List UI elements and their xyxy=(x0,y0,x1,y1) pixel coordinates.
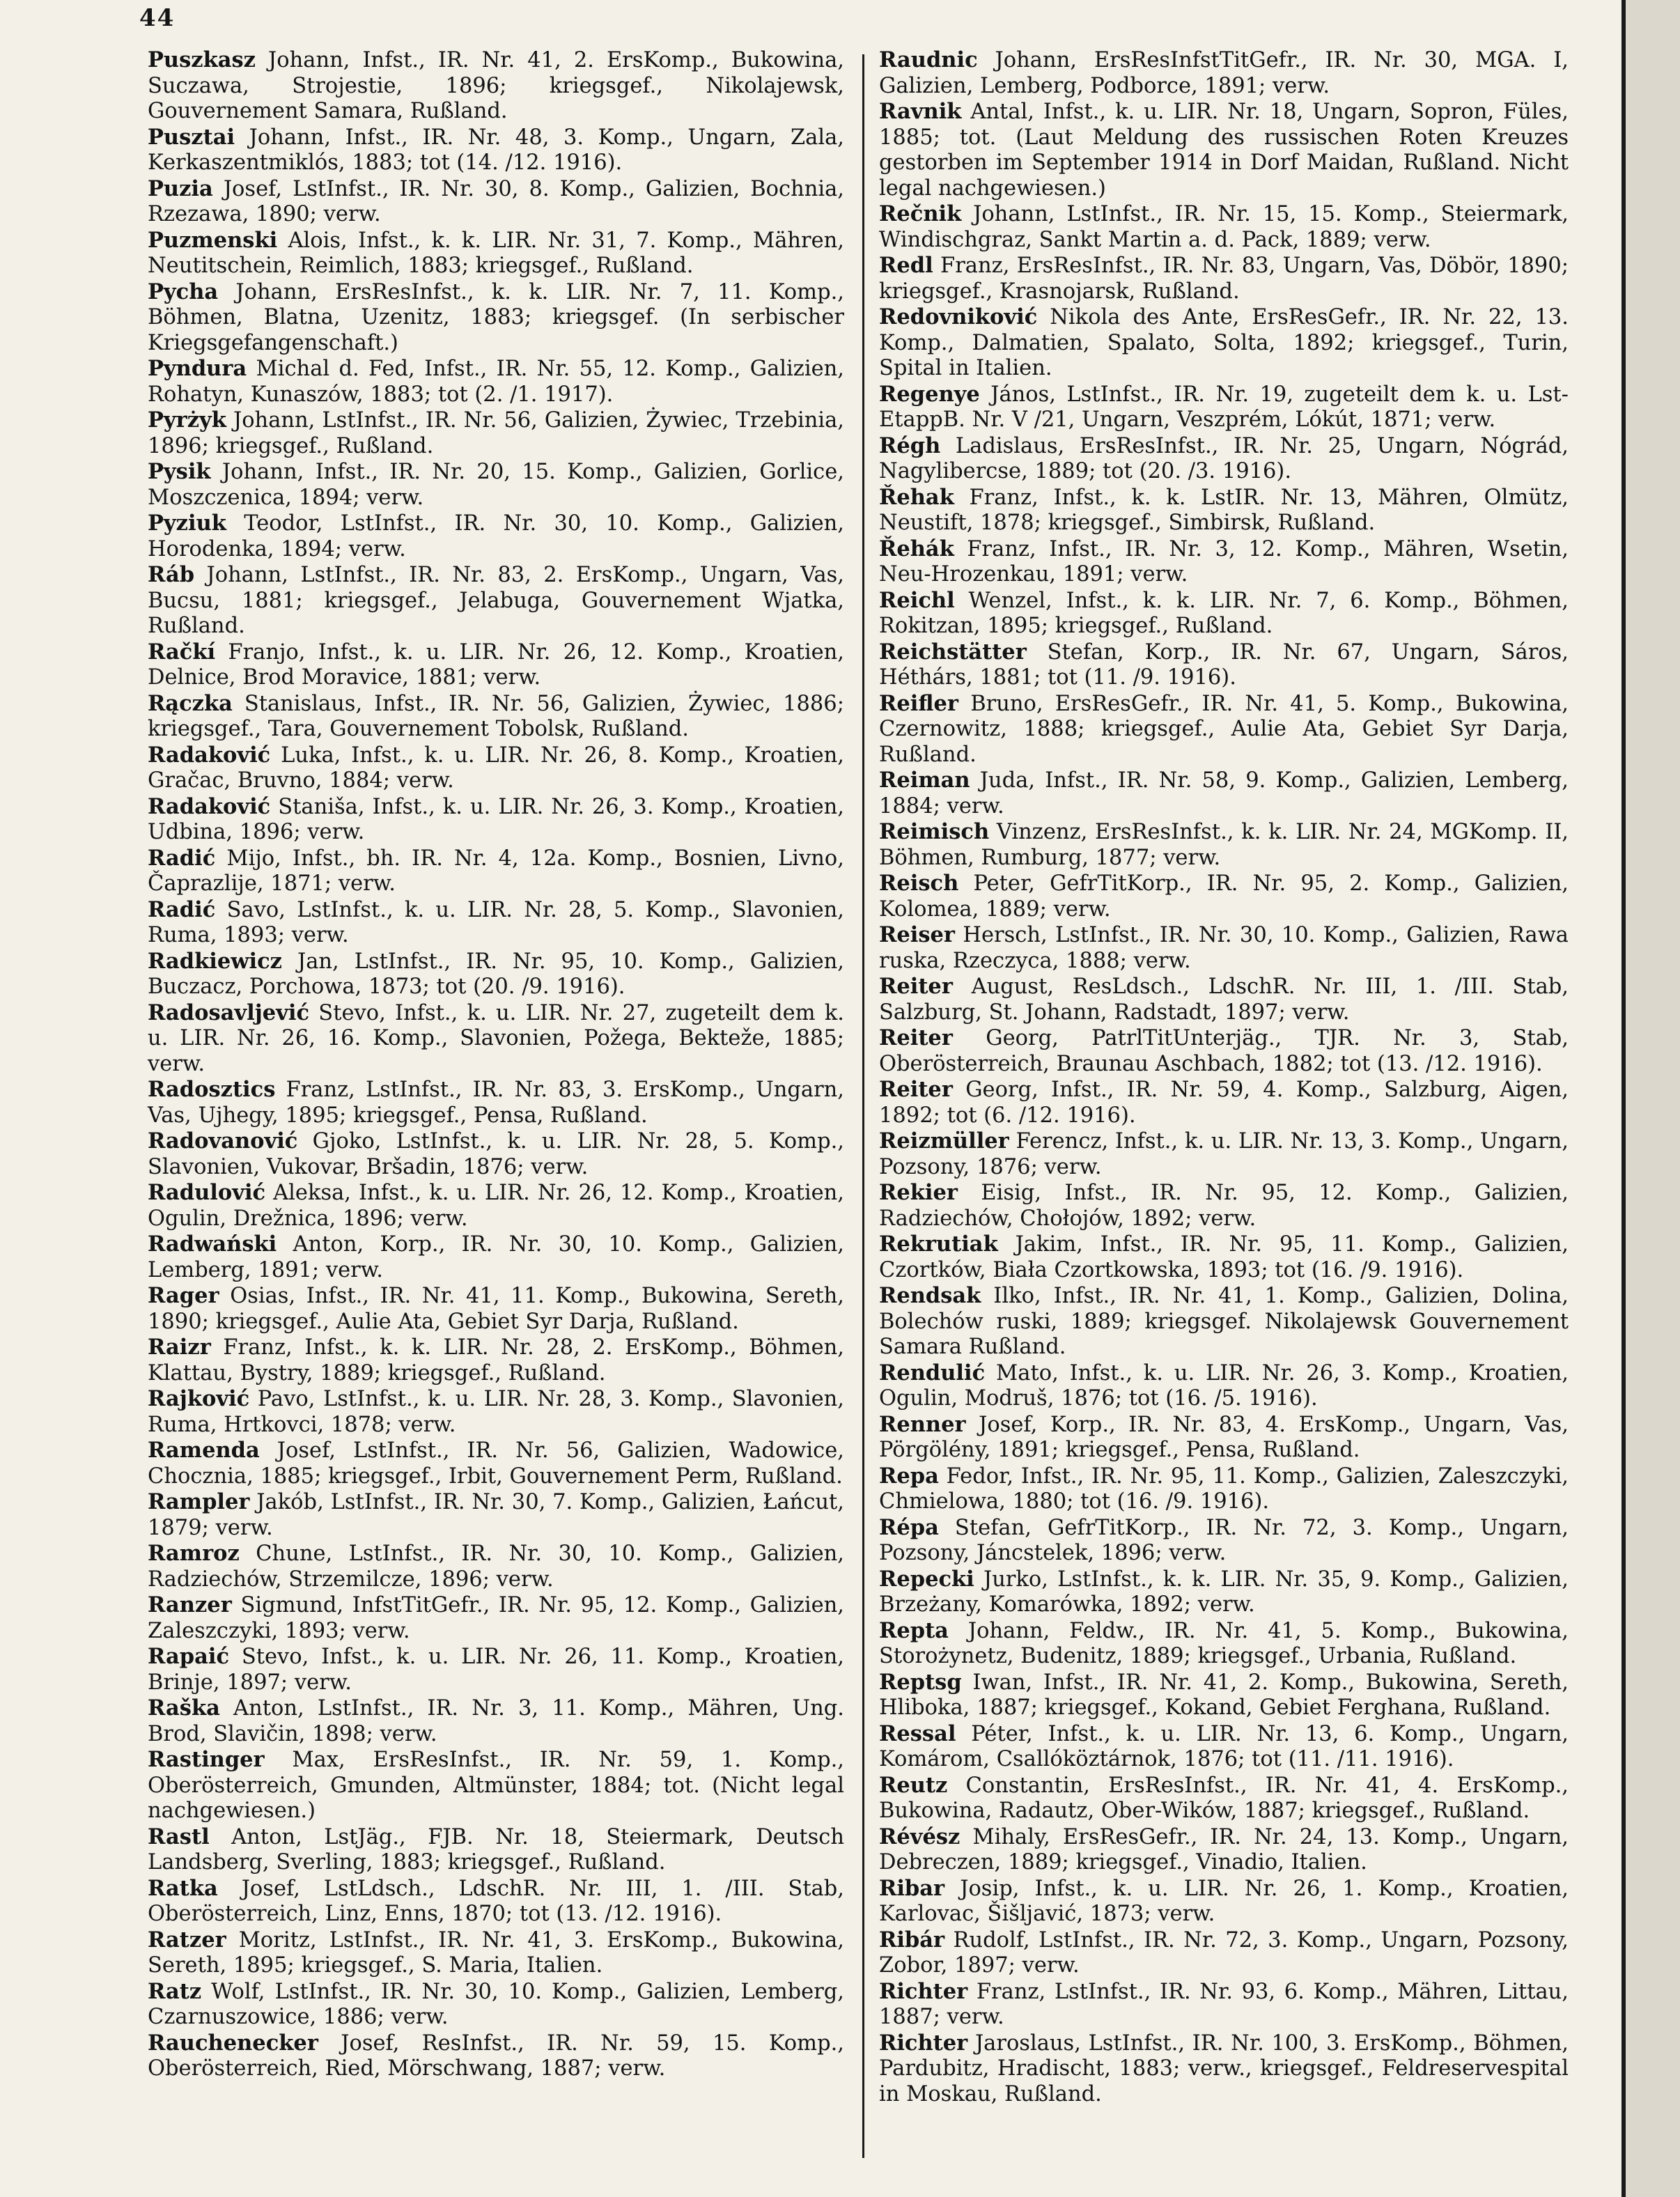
register-entry xyxy=(879,485,1569,536)
entry-details: Teodor, LstInfst., IR. Nr. 30, 10. Komp., Galizien, Horodenka, 1894; verw. xyxy=(148,511,844,561)
entry-surname: Ráb xyxy=(148,562,195,587)
entry-details: Péter, Infst., k. u. LIR. Nr. 13, 6. Komp., Ungarn, Komárom, Csallóköztárnok, 1876; tot (11. /11. 1916). xyxy=(879,1721,1569,1771)
register-entry xyxy=(879,536,1569,588)
right-column xyxy=(879,47,1569,2107)
register-entry xyxy=(879,1128,1569,1180)
register-entry xyxy=(148,1128,844,1180)
entry-surname: Rager xyxy=(148,1283,219,1308)
register-entry xyxy=(148,1927,844,1979)
entry-surname: Redl xyxy=(879,253,933,278)
entry-details: Josip, Infst., k. u. LIR. Nr. 26, 1. Komp., Kroatien, Karlovac, Šišljavić, 1873; verw. xyxy=(879,1876,1569,1926)
entry-details: Franz, Infst., k. k. LIR. Nr. 28, 2. ErsKomp., Böhmen, Klattau, Bystry, 1889; kriegsgef., Rußland. xyxy=(148,1335,844,1385)
entry-surname: Reiter xyxy=(879,1025,953,1050)
entry-details: Nikola des Ante, ErsResGefr., IR. Nr. 22, 13. Komp., Dalmatien, Spalato, Solta, 1892; kriegsgef., Turin, Spital in Italien. xyxy=(879,305,1569,380)
register-entry xyxy=(879,201,1569,253)
entry-details: Georg, PatrlTitUnterjäg., TJR. Nr. 3, Stab, Oberösterreich, Braunau Aschbach, 1882; tot (13. /12. 1916). xyxy=(879,1026,1569,1076)
entry-details: Franz, Infst., k. k. LstIR. Nr. 13, Mähren, Olmütz, Neustift, 1878; kriegsgef., Simbirsk, Rußland. xyxy=(879,485,1569,535)
entry-details: Johann, LstInfst., IR. Nr. 83, 2. ErsKomp., Ungarn, Vas, Bucsu, 1881; kriegsgef., Jelabuga, Gouvernement Wjatka, Rußland. xyxy=(148,563,844,638)
entry-details: Constantin, ErsResInfst., IR. Nr. 41, 4. ErsKomp., Bukowina, Radautz, Ober-Wików, 1887; kriegsgef., Rußland. xyxy=(879,1773,1569,1823)
entry-surname: Rampler xyxy=(148,1489,250,1514)
entry-details: Jan, LstInfst., IR. Nr. 95, 10. Komp., Galizien, Buczacz, Porchowa, 1873; tot (20. /9. 1916). xyxy=(148,949,844,999)
register-entry xyxy=(879,768,1569,819)
left-column xyxy=(148,47,844,2082)
entry-details: Johann, ErsResInfst., k. k. LIR. Nr. 7, 11. Komp., Böhmen, Blatna, Uzenitz, 1883; kriegsgef. (In serbischer Kriegsgefangenschaft.) xyxy=(148,279,844,355)
entry-details: Peter, GefrTitKorp., IR. Nr. 95, 2. Komp., Galizien, Kolomea, 1889; verw. xyxy=(879,871,1569,922)
entry-details: Johann, Infst., IR. Nr. 20, 15. Komp., Galizien, Gorlice, Moszczenica, 1894; verw. xyxy=(148,460,844,510)
register-entry xyxy=(148,228,844,279)
register-entry xyxy=(879,1927,1569,1979)
register-entry xyxy=(879,2031,1569,2108)
register-entry xyxy=(148,1232,844,1283)
register-entry xyxy=(879,1180,1569,1232)
register-entry xyxy=(148,1592,844,1644)
entry-details: Josef, Korp., IR. Nr. 83, 4. ErsKomp., Ungarn, Vas, Pörgölény, 1891; kriegsgef., Pensa, Rußland. xyxy=(879,1412,1569,1462)
entry-details: Max, ErsResInfst., IR. Nr. 59, 1. Komp., Oberösterreich, Gmunden, Altmünster, 1884; tot. (Nicht legal nachgewiesen.) xyxy=(148,1748,844,1823)
entry-surname: Reisch xyxy=(879,871,959,896)
entry-details: Georg, Infst., IR. Nr. 59, 4. Komp., Salzburg, Aigen, 1892; tot (6. /12. 1916). xyxy=(879,1078,1569,1128)
entry-surname: Radovanović xyxy=(148,1128,298,1154)
register-entry xyxy=(148,176,844,228)
entry-surname: Raška xyxy=(148,1695,220,1721)
entry-surname: Radaković xyxy=(148,793,271,819)
entry-surname: Ratzer xyxy=(148,1927,226,1953)
register-entry xyxy=(148,407,844,459)
entry-details: Fedor, Infst., IR. Nr. 95, 11. Komp., Galizien, Zaleszczyki, Chmielowa, 1880; tot (16. /9. 1916). xyxy=(879,1464,1569,1514)
entry-details: Jurko, LstInfst., k. k. LIR. Nr. 35, 9. Komp., Galizien, Brzeżany, Komarówka, 1892; verw. xyxy=(879,1567,1569,1617)
register-entry xyxy=(148,794,844,846)
entry-surname: Pyziuk xyxy=(148,511,226,536)
entry-surname: Regenye xyxy=(879,381,980,407)
register-entry xyxy=(148,897,844,949)
entry-surname: Ramenda xyxy=(148,1438,260,1463)
entry-details: Ferencz, Infst., k. u. LIR. Nr. 13, 3. Komp., Ungarn, Pozsony, 1876; verw. xyxy=(879,1129,1569,1179)
entry-surname: Pysik xyxy=(148,459,211,484)
entry-surname: Radić xyxy=(148,896,216,922)
register-entry xyxy=(879,382,1569,433)
entry-surname: Renner xyxy=(879,1411,966,1437)
entry-details: Johann, ErsResInfstTitGefr., IR. Nr. 30, MGA. I, Galizien, Lemberg, Podborce, 1891; verw. xyxy=(879,48,1569,98)
entry-surname: Ribar xyxy=(879,1875,945,1901)
register-entry xyxy=(879,1515,1569,1567)
entry-surname: Radwański xyxy=(148,1232,277,1257)
register-entry xyxy=(148,511,844,562)
register-entry xyxy=(148,1824,844,1876)
register-entry xyxy=(879,1670,1569,1721)
entry-surname: Reichl xyxy=(879,587,955,613)
register-entry xyxy=(148,356,844,407)
register-entry xyxy=(148,1695,844,1747)
register-entry xyxy=(879,1876,1569,1927)
entry-details: Rudolf, LstInfst., IR. Nr. 72, 3. Komp., Ungarn, Pozsony, Zobor, 1897; verw. xyxy=(879,1927,1569,1978)
entry-surname: Rekier xyxy=(879,1180,958,1205)
entry-surname: Pusztai xyxy=(148,124,235,150)
register-entry xyxy=(148,47,844,125)
register-entry xyxy=(148,691,844,743)
entry-surname: Ressal xyxy=(879,1721,956,1746)
register-entry xyxy=(879,691,1569,768)
register-entry xyxy=(879,1232,1569,1283)
entry-surname: Radaković xyxy=(148,742,271,768)
register-entry xyxy=(879,1773,1569,1824)
entry-details: Josef, LstInfst., IR. Nr. 56, Galizien, Wadowice, Chocznia, 1885; kriegsgef., Irbit, Gouvernement Perm, Rußland. xyxy=(148,1438,844,1489)
entry-surname: Rendulić xyxy=(879,1360,986,1385)
register-entry xyxy=(148,1335,844,1386)
entry-surname: Puzia xyxy=(148,176,213,201)
entry-details: Mato, Infst., k. u. LIR. Nr. 26, 3. Komp., Kroatien, Ogulin, Modruš, 1876; tot (16. /5. 1916). xyxy=(879,1360,1569,1411)
register-entry xyxy=(148,1747,844,1824)
entry-details: Wolf, LstInfst., IR. Nr. 30, 10. Komp., Galizien, Lemberg, Czarnuszowice, 1886; verw. xyxy=(148,1979,844,2029)
register-entry xyxy=(148,1283,844,1335)
register-entry xyxy=(148,1180,844,1232)
entry-details: Eisig, Infst., IR. Nr. 95, 12. Komp., Galizien, Radziechów, Chołojów, 1892; verw. xyxy=(879,1181,1569,1231)
entry-surname: Redovniković xyxy=(879,304,1038,329)
entry-surname: Reiman xyxy=(879,768,970,793)
entry-surname: Richter xyxy=(879,1978,968,2004)
register-entry xyxy=(148,1644,844,1695)
entry-details: Franz, ErsResInfst., IR. Nr. 83, Ungarn, Vas, Döbör, 1890; kriegsgef., Krasnojarsk, Rußland. xyxy=(879,254,1569,304)
entry-details: Stevo, Infst., k. u. LIR. Nr. 26, 11. Komp., Kroatien, Brinje, 1897; verw. xyxy=(148,1645,844,1695)
register-entry xyxy=(879,588,1569,639)
entry-details: Mijo, Infst., bh. IR. Nr. 4, 12a. Komp., Bosnien, Livno, Čaprazlije, 1871; verw. xyxy=(148,846,844,896)
entry-surname: Pyndura xyxy=(148,356,247,381)
entry-details: Anton, LstInfst., IR. Nr. 3, 11. Komp., Mähren, Ung. Brod, Slavičin, 1898; verw. xyxy=(148,1696,844,1746)
entry-details: Franz, LstInfst., IR. Nr. 93, 6. Komp., Mähren, Littau, 1887; verw. xyxy=(879,1979,1569,2029)
register-entry xyxy=(879,1721,1569,1773)
entry-details: Staniša, Infst., k. u. LIR. Nr. 26, 3. Komp., Kroatien, Udbina, 1896; verw. xyxy=(148,794,844,844)
entry-surname: Régh xyxy=(879,433,941,458)
entry-surname: Rauchenecker xyxy=(148,2030,318,2056)
entry-surname: Radosavljević xyxy=(148,1000,310,1025)
entry-surname: Rendsak xyxy=(879,1283,981,1308)
register-entry xyxy=(879,922,1569,974)
register-entry xyxy=(148,1979,844,2031)
entry-surname: Ramroz xyxy=(148,1541,240,1566)
register-entry xyxy=(879,1025,1569,1077)
entry-surname: Radkiewicz xyxy=(148,948,282,974)
entry-details: Juda, Infst., IR. Nr. 58, 9. Komp., Galizien, Lemberg, 1884; verw. xyxy=(879,768,1569,818)
entry-surname: Reptsg xyxy=(879,1669,962,1695)
register-entry xyxy=(879,819,1569,871)
entry-surname: Reizmüller xyxy=(879,1128,1009,1154)
register-entry xyxy=(148,1438,844,1489)
entry-details: Gjoko, LstInfst., k. u. LIR. Nr. 28, 5. Komp., Slavonien, Vukovar, Bršadin, 1876; verw. xyxy=(148,1129,844,1179)
register-entry xyxy=(148,562,844,639)
register-entry xyxy=(148,1541,844,1592)
entry-details: Johann, LstInfst., IR. Nr. 56, Galizien, Żywiec, Trzebinia, 1896; kriegsgef., Rußland. xyxy=(148,408,844,458)
register-entry xyxy=(879,1567,1569,1618)
entry-details: Franjo, Infst., k. u. LIR. Nr. 26, 12. Komp., Kroatien, Delnice, Brod Moravice, 1881; verw. xyxy=(148,639,844,690)
entry-surname: Ravnik xyxy=(879,99,962,124)
entry-details: Josef, LstLdsch., LdschR. Nr. III, 1. /III. Stab, Oberösterreich, Linz, Enns, 1870; tot (13. /12. 1916). xyxy=(148,1876,844,1926)
entry-details: Johann, Infst., IR. Nr. 41, 2. ErsKomp., Bukowina, Suczawa, Strojestie, 1896; kriegsgef., Nikolajewsk, Gouvernement Samara, Rußland. xyxy=(148,48,844,123)
register-entry xyxy=(879,1618,1569,1670)
page-edge-shadow xyxy=(1626,0,1680,2197)
register-entry xyxy=(148,743,844,794)
column-divider xyxy=(862,54,864,2158)
entry-surname: Révész xyxy=(879,1824,960,1849)
entry-details: Franz, Infst., IR. Nr. 3, 12. Komp., Mähren, Wsetin, Neu-Hrozenkau, 1891; verw. xyxy=(879,536,1569,587)
entry-surname: Rajković xyxy=(148,1386,250,1411)
entry-details: Stefan, Korp., IR. Nr. 67, Ungarn, Sáros, Héthárs, 1881; tot (11. /9. 1916). xyxy=(879,639,1569,690)
entry-surname: Ratka xyxy=(148,1875,218,1901)
register-entry xyxy=(148,2031,844,2082)
entry-details: Anton, LstJäg., FJB. Nr. 18, Steiermark, Deutsch Landsberg, Sverling, 1883; kriegsgef., Rußland. xyxy=(148,1824,844,1874)
register-entry xyxy=(148,459,844,511)
entry-surname: Reifler xyxy=(879,690,958,716)
entry-surname: Richter xyxy=(879,2030,968,2056)
entry-surname: Radulović xyxy=(148,1180,266,1205)
entry-details: Moritz, LstInfst., IR. Nr. 41, 3. ErsKomp., Bukowina, Sereth, 1895; kriegsgef., S. Maria, Italien. xyxy=(148,1927,844,1978)
entry-surname: Reutz xyxy=(879,1772,948,1798)
entry-surname: Reiter xyxy=(879,974,953,999)
entry-surname: Pycha xyxy=(148,279,219,304)
entry-surname: Reiter xyxy=(879,1077,953,1102)
entry-details: Ilko, Infst., IR. Nr. 41, 1. Komp., Galizien, Dolina, Bolechów ruski, 1889; kriegsgef. Nikolajewsk Gouvernement Samara Rußland. xyxy=(879,1284,1569,1359)
entry-details: Bruno, ErsResGefr., IR. Nr. 41, 5. Komp., Bukowina, Czernowitz, 1888; kriegsgef., Aulie Ata, Gebiet Syr Darja, Rußland. xyxy=(879,691,1569,767)
register-entry xyxy=(148,1077,844,1128)
entry-surname: Ribár xyxy=(879,1927,945,1953)
entry-surname: Puszkasz xyxy=(148,47,256,72)
register-entry xyxy=(148,1876,844,1927)
register-entry xyxy=(879,871,1569,922)
entry-details: Stevo, Infst., k. u. LIR. Nr. 27, zugeteilt dem k. u. LIR. Nr. 26, 16. Komp., Slavonien, Požega, Bekteže, 1885; verw. xyxy=(148,1000,844,1076)
entry-details: Sigmund, InfstTitGefr., IR. Nr. 95, 12. Komp., Galizien, Zaleszczyki, 1893; verw. xyxy=(148,1593,844,1643)
entry-details: Osias, Infst., IR. Nr. 41, 11. Komp., Bukowina, Sereth, 1890; kriegsgef., Aulie Ata, Gebiet Syr Darja, Rußland. xyxy=(148,1284,844,1334)
entry-details: Savo, LstInfst., k. u. LIR. Nr. 28, 5. Komp., Slavonien, Ruma, 1893; verw. xyxy=(148,897,844,947)
entry-details: Ladislaus, ErsResInfst., IR. Nr. 25, Ungarn, Nógrád, Nagylibercse, 1889; tot (20. /3. 1916). xyxy=(879,433,1569,483)
entry-details: Alois, Infst., k. k. LIR. Nr. 31, 7. Komp., Mähren, Neutitschein, Reimlich, 1883; kriegsgef., Rußland. xyxy=(148,228,844,278)
register-entry xyxy=(879,639,1569,691)
entry-surname: Rączka xyxy=(148,690,233,716)
register-entry xyxy=(879,1077,1569,1128)
entry-details: Antal, Infst., k. u. LIR. Nr. 18, Ungarn, Sopron, Füles, 1885; tot. (Laut Meldung des russischen Roten Kreuzes gestorben im September 1914 in Dorf Maidan, Rußland. Nicht legal nachgewiesen.) xyxy=(879,100,1569,201)
entry-details: Jaroslaus, LstInfst., IR. Nr. 100, 3. ErsKomp., Böhmen, Pardubitz, Hradischt, 1883; verw., kriegsgef., Feldreservespital in Moskau, Rußland. xyxy=(879,2031,1569,2106)
entry-details: János, LstInfst., IR. Nr. 19, zugeteilt dem k. u. Lst-EtappB. Nr. V /21, Ungarn, Veszprém, Lókút, 1871; verw. xyxy=(879,382,1569,432)
entry-surname: Radosztics xyxy=(148,1077,276,1102)
register-entry xyxy=(879,1360,1569,1412)
entry-surname: Rekrutiak xyxy=(879,1232,998,1257)
entry-surname: Řehak xyxy=(879,484,954,510)
entry-details: Vinzenz, ErsResInfst., k. k. LIR. Nr. 24, MGKomp. II, Böhmen, Rumburg, 1877; verw. xyxy=(879,820,1569,870)
entry-details: Chune, LstInfst., IR. Nr. 30, 10. Komp., Galizien, Radziechów, Strzemilcze, 1896; verw. xyxy=(148,1542,844,1592)
register-entry xyxy=(879,253,1569,304)
entry-details: Jakim, Infst., IR. Nr. 95, 11. Komp., Galizien, Czortków, Biała Czortkowska, 1893; tot (16. /9. 1916). xyxy=(879,1232,1569,1282)
entry-surname: Reiser xyxy=(879,922,955,947)
entry-details: Johann, Infst., IR. Nr. 48, 3. Komp., Ungarn, Zala, Kerkaszentmiklós, 1883; tot (14. /12. 1916). xyxy=(148,125,844,175)
register-entry xyxy=(879,1824,1569,1876)
register-entry xyxy=(879,304,1569,382)
entry-details: August, ResLdsch., LdschR. Nr. III, 1. /III. Stab, Salzburg, St. Johann, Radstadt, 1897; verw. xyxy=(879,975,1569,1025)
register-entry xyxy=(879,1979,1569,2031)
entry-surname: Rečnik xyxy=(879,201,962,226)
entry-surname: Raudnic xyxy=(879,47,978,72)
register-entry xyxy=(879,99,1569,201)
entry-details: Michal d. Fed, Infst., IR. Nr. 55, 12. Komp., Galizien, Rohatyn, Kunaszów, 1883; tot (2. /1. 1917). xyxy=(148,357,844,407)
register-entry xyxy=(879,433,1569,485)
register-entry xyxy=(879,1412,1569,1464)
register-entry xyxy=(879,974,1569,1025)
entry-surname: Ratz xyxy=(148,1978,202,2004)
register-entry xyxy=(148,639,844,691)
entry-surname: Reichstätter xyxy=(879,639,1027,665)
register-entry xyxy=(879,1283,1569,1360)
entry-surname: Pyrżyk xyxy=(148,407,226,433)
register-entry xyxy=(148,846,844,897)
entry-details: Iwan, Infst., IR. Nr. 41, 2. Komp., Bukowina, Sereth, Hliboka, 1887; kriegsgef., Kokand, Gebiet Ferghana, Rußland. xyxy=(879,1670,1569,1720)
entry-surname: Répa xyxy=(879,1514,939,1540)
entry-surname: Repa xyxy=(879,1463,939,1489)
entry-details: Johann, Feldw., IR. Nr. 41, 5. Komp., Bukowina, Storożynetz, Budenitz, 1889; kriegsgef., Urbania, Rußland. xyxy=(879,1618,1569,1668)
entry-details: Stefan, GefrTitKorp., IR. Nr. 72, 3. Komp., Ungarn, Pozsony, Jáncstelek, 1896; verw. xyxy=(879,1515,1569,1565)
register-entry xyxy=(879,47,1569,99)
entry-surname: Rapaić xyxy=(148,1644,230,1669)
register-entry xyxy=(148,125,844,176)
entry-details: Stanislaus, Infst., IR. Nr. 56, Galizien, Żywiec, 1886; kriegsgef., Tara, Gouvernement Tobolsk, Rußland. xyxy=(148,691,844,741)
entry-surname: Repta xyxy=(879,1617,949,1643)
entry-details: Josef, ResInfst., IR. Nr. 59, 15. Komp., Oberösterreich, Ried, Mörschwang, 1887; verw. xyxy=(148,2031,844,2081)
register-entry xyxy=(148,1386,844,1438)
register-entry xyxy=(148,1489,844,1541)
entry-surname: Repecki xyxy=(879,1566,974,1592)
entry-surname: Račkí xyxy=(148,639,216,665)
entry-surname: Ranzer xyxy=(148,1592,232,1617)
page-number: 44 xyxy=(139,4,176,32)
entry-details: Luka, Infst., k. u. LIR. Nr. 26, 8. Komp., Kroatien, Gračac, Bruvno, 1884; verw. xyxy=(148,743,844,793)
entry-surname: Reimisch xyxy=(879,819,990,844)
entry-surname: Raizr xyxy=(148,1335,211,1360)
register-entry xyxy=(148,949,844,1000)
register-entry xyxy=(148,279,844,357)
entry-surname: Rastl xyxy=(148,1824,210,1849)
register-entry xyxy=(148,1000,844,1078)
entry-details: Pavo, LstInfst., k. u. LIR. Nr. 28, 3. Komp., Slavonien, Ruma, Hrtkovci, 1878; verw. xyxy=(148,1387,844,1437)
entry-details: Hersch, LstInfst., IR. Nr. 30, 10. Komp., Galizien, Rawa ruska, Rzeczyca, 1888; verw. xyxy=(879,923,1569,973)
entry-details: Jakób, LstInfst., IR. Nr. 30, 7. Komp., Galizien, Łańcut, 1879; verw. xyxy=(148,1490,844,1540)
entry-surname: Rastinger xyxy=(148,1747,265,1772)
entry-surname: Radić xyxy=(148,845,216,871)
entry-details: Johann, LstInfst., IR. Nr. 15, 15. Komp., Steiermark, Windischgraz, Sankt Martin a. d. Pack, 1889; verw. xyxy=(879,202,1569,252)
entry-surname: Řehák xyxy=(879,536,954,561)
register-entry xyxy=(879,1464,1569,1515)
page-edge-line xyxy=(1621,0,1626,2197)
entry-details: Anton, Korp., IR. Nr. 30, 10. Komp., Galizien, Lemberg, 1891; verw. xyxy=(148,1232,844,1282)
entry-surname: Puzmenski xyxy=(148,227,278,253)
entry-details: Wenzel, Infst., k. k. LIR. Nr. 7, 6. Komp., Böhmen, Rokitzan, 1895; kriegsgef., Rußland. xyxy=(879,588,1569,638)
entry-details: Josef, LstInfst., IR. Nr. 30, 8. Komp., Galizien, Bochnia, Rzezawa, 1890; verw. xyxy=(148,176,844,226)
entry-details: Franz, LstInfst., IR. Nr. 83, 3. ErsKomp., Ungarn, Vas, Ujhegy, 1895; kriegsgef., Pensa, Rußland. xyxy=(148,1078,844,1128)
entry-details: Mihaly, ErsResGefr., IR. Nr. 24, 13. Komp., Ungarn, Debreczen, 1889; kriegsgef., Vinadio, Italien. xyxy=(879,1824,1569,1874)
entry-details: Aleksa, Infst., k. u. LIR. Nr. 26, 12. Komp., Kroatien, Ogulin, Drežnica, 1896; verw. xyxy=(148,1181,844,1231)
